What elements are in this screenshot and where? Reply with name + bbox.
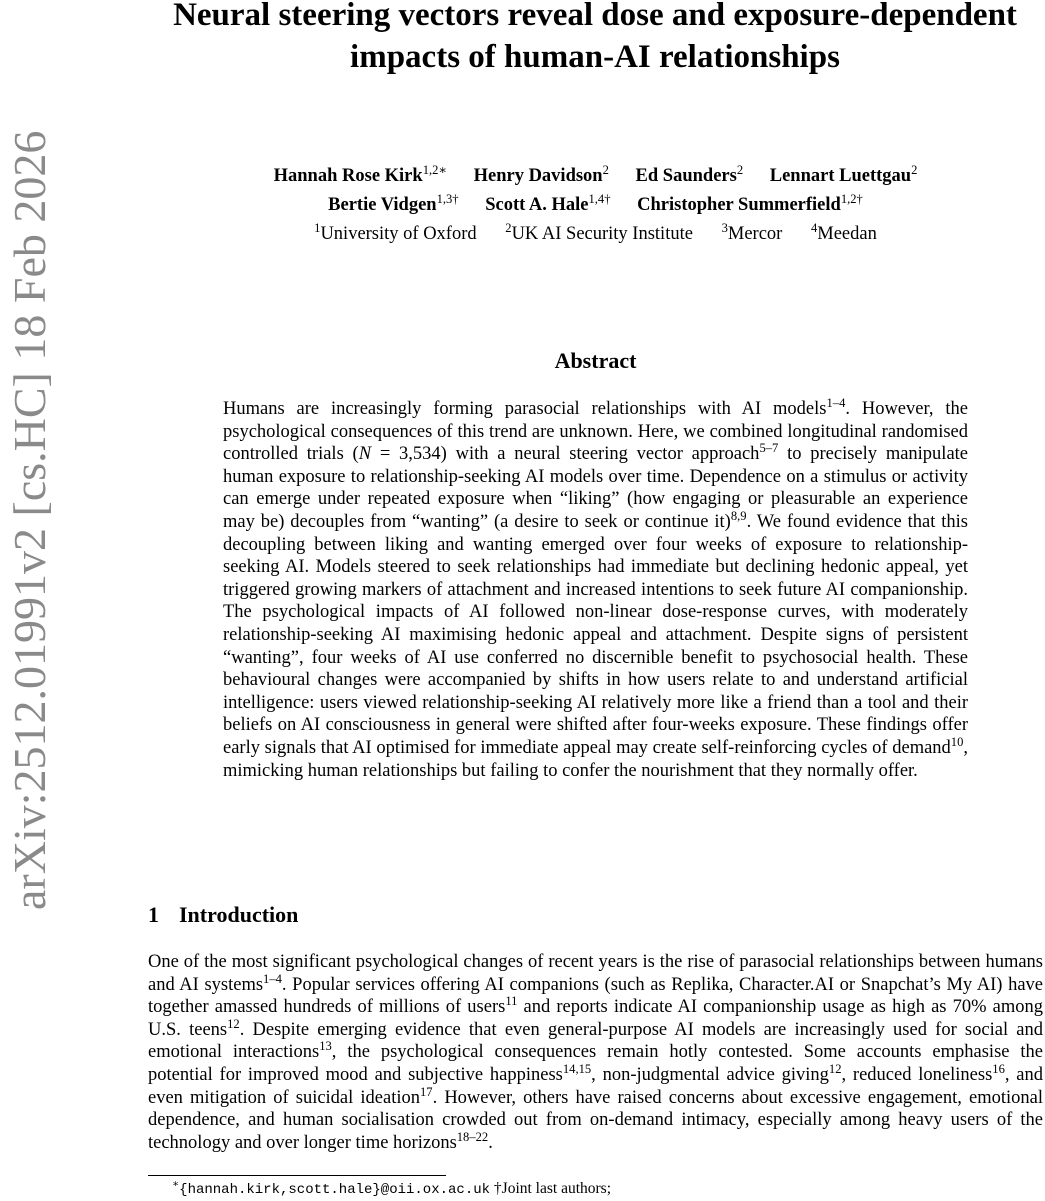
text-run: , mimicking human relationships but failing to confer the nourishment that they normally offer. [223,737,968,781]
citation-ref: 18–22 [456,1129,489,1144]
text-run: One of the most significant psychological changes of recent years is the rise of parasocial relationships between humans and AI systems [148,952,1043,995]
contact-emails: {hannah.kirk,scott.hale}@oii.ox.ac.uk [179,1182,491,1198]
text-run: . However, others have raised concerns about excessive engagement, emotional dependence, and human socialisation crowded out from on-demand intimacy, especially among heavy users of the technology and over longer time horizons [148,1087,1043,1153]
text-run: Humans are increasingly forming parasocial relationships with AI models [223,399,827,419]
author: Ed Saunders$^2$ [635,162,744,186]
text-run: , the psychological consequences remain hotly contested. Some accounts emphasise the potential for improved mood and subjective happiness [148,1042,1043,1085]
footnote-mark: ∗ [172,1178,180,1190]
math-symbol: N [358,444,372,465]
text-run: and reports indicate AI companionship usage as high as 70% among U.S. teens [148,997,1043,1040]
affiliations [148,221,1043,247]
text-run: . However, the psychological consequences of this trend are unknown. Here, we combined longitudinal randomised controlled trials ( [223,399,968,465]
text-run: . Despite emerging evidence that even general-purpose AI models are increasingly used for social and emotional interactions [148,1019,1043,1063]
citation-ref: 16 [992,1061,1005,1076]
citation-ref: 1–4 [826,395,846,410]
author: Lennart Luettgau$^2$ [769,162,918,186]
abstract-body [223,395,969,782]
citation-ref: 13 [319,1039,332,1054]
author: Henry Davidson$^2$ [473,162,609,186]
citation-ref: 10 [950,734,964,749]
section-heading [148,900,1043,930]
text-run: . Popular services offering AI companions (such as Replika, Character.AI or Snapchat’s My AI) have together amassed hundreds of millions of users [148,974,1043,1018]
footnote-rule [148,1175,446,1176]
affiliation: $^4$Meedan [810,220,877,244]
author-row [148,191,1043,220]
abstract-heading: Abstract [554,348,637,373]
author: Bertie Vidgen$^{1,3\dagger}$ [328,191,459,215]
text-run: , and even mitigation of suicidal ideation [148,1064,1044,1108]
citation-ref: 5–7 [759,441,779,456]
author: Scott A. Hale$^{1,4\dagger}$ [485,191,611,215]
arxiv-side-stamp: arXiv:2512.01991v2 [cs.HC] 18 Feb 2026 [4,130,55,910]
text-run: . [488,1132,493,1153]
affiliation: $^1$University of Oxford [314,220,477,244]
section-title: Introduction [179,902,299,927]
affiliation: $^2$UK AI Security Institute [505,220,693,244]
introduction-body [148,951,1043,1154]
text-run: = 3,534) with a neural steering vector approach [371,444,760,465]
citation-ref: 14,15 [562,1061,592,1076]
author-row [148,162,1043,191]
section-number: 1 [148,902,159,927]
citation-ref: 11 [505,994,518,1009]
footnote [172,1178,1032,1201]
text-run: to precisely manipulate human exposure to relationship-seeking AI models over time. Dependence on a stimulus or activity can emerge under repeated exposure when “liking” (how engaging or pleasurable an experience may be) decouples from “wanting” (a desire to seek or continue it) [223,444,969,532]
affiliation: $^3$Mercor [721,220,783,244]
author: Christopher Summerfield$^{1,2\dagger}$ [637,191,863,215]
citation-ref: 17 [420,1084,433,1099]
citation-ref: 12 [227,1016,240,1031]
author: Hannah Rose Kirk$^{1,2∗}$ [273,162,447,186]
text-run: , non-judgmental advice giving [591,1064,829,1085]
footnote-note: †Joint last authors; [490,1180,612,1197]
text-run: . We found evidence that this decoupling between liking and wanting emerged over four weeks of exposure to relationship-seeking AI. Models steered to seek relationships had immediate but declining hedonic appeal, yet triggered growing markers of attachment and increased intentions to seek future AI companionship. The psychological impacts of AI followed non-linear dose-response curves, with moderately relationship-seeking AI maximising hedonic appeal and attachment. Despite signs of persistent “wanting”, four weeks of AI use conferred no discernible benefit to psychosocial health. These behavioural changes were accompanied by shifts in how users relate to and understand artificial intelligence: users viewed relationship-seeking AI relatively more like a friend than a tool and their beliefs on AI consciousness in general were shifted after four-weeks exposure. These findings offer early signals that AI optimised for immediate appeal may create self-reinforcing cycles of demand [223,511,968,758]
citation-ref: 1–4 [263,971,282,986]
author-list [148,162,1043,220]
citation-ref: 12 [828,1061,842,1076]
text-run: , reduced loneliness [841,1064,993,1085]
paper-title: Neural steering vectors reveal dose and exposure-dependent impacts of human-AI relationships [173,0,1017,75]
citation-ref: 8,9 [730,508,747,523]
